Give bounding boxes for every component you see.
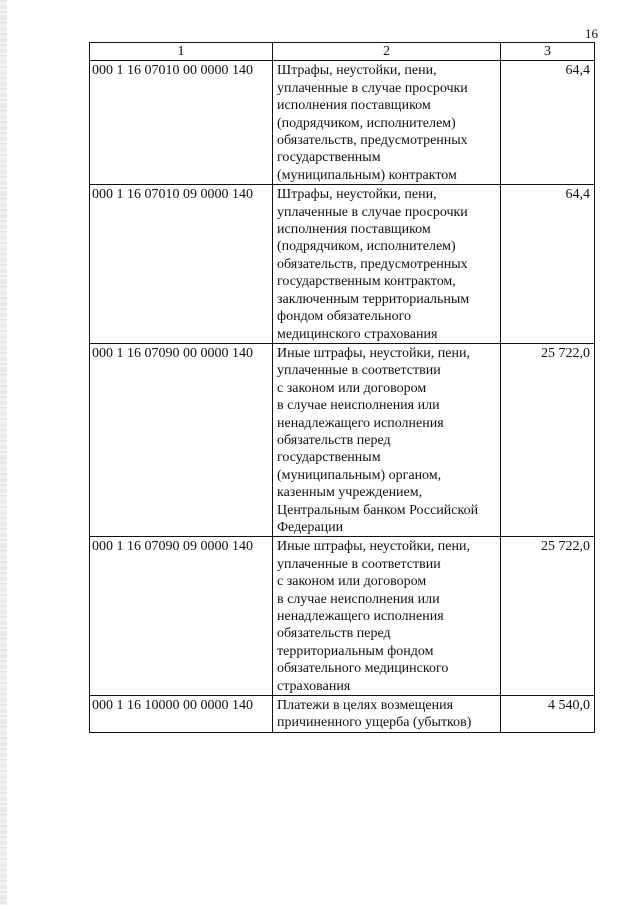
description-line: обязательного медицинского xyxy=(277,661,449,677)
description-line: в случае неисполнения или xyxy=(277,591,440,607)
amount-cell: 25 722,0 xyxy=(501,343,595,536)
description-cell xyxy=(273,537,501,696)
amount-cell: 4 540,0 xyxy=(501,696,595,733)
table-row xyxy=(90,61,595,185)
table-row xyxy=(90,343,595,536)
description-line: с законом или договором xyxy=(277,380,427,396)
description-cell xyxy=(273,696,501,733)
budget-code-cell: 000 1 16 10000 00 0000 140 xyxy=(90,696,273,733)
budget-code-cell: 000 1 16 07010 00 0000 140 xyxy=(90,61,273,185)
column-header-amount: 3 xyxy=(501,43,595,61)
budget-code-cell: 000 1 16 07090 00 0000 140 xyxy=(90,343,273,536)
description-cell xyxy=(273,343,501,536)
page-number: 16 xyxy=(585,26,598,41)
description-line: Центральным банком Российской xyxy=(277,502,479,518)
description-line: казенным учреждением, xyxy=(277,485,423,501)
description-line: Иные штрафы, неустойки, пени, xyxy=(277,539,470,555)
description-line: Штрафы, неустойки, пени, xyxy=(277,63,437,79)
description-line: (муниципальным) органом, xyxy=(277,467,442,483)
description-line: (муниципальным) контрактом xyxy=(277,167,457,183)
description-cell xyxy=(273,185,501,344)
description-line: с законом или договором xyxy=(277,574,427,590)
description-line: медицинского страхования xyxy=(277,326,438,342)
description-line: причиненного ущерба (убытков) xyxy=(277,715,472,731)
table-row xyxy=(90,696,595,733)
description-line: обязательств перед xyxy=(277,626,391,642)
column-header-description: 2 xyxy=(273,43,501,61)
table-row xyxy=(90,537,595,696)
description-line: уплаченные в соответствии xyxy=(277,556,441,572)
amount-cell: 25 722,0 xyxy=(501,537,595,696)
description-line: фондом обязательного xyxy=(277,309,411,325)
budget-code-cell: 000 1 16 07010 09 0000 140 xyxy=(90,185,273,344)
description-line: (подрядчиком, исполнителем) xyxy=(277,239,456,255)
budget-code-cell: 000 1 16 07090 09 0000 140 xyxy=(90,537,273,696)
description-line: территориальным фондом xyxy=(277,643,434,659)
description-line: государственным xyxy=(277,150,381,166)
revenue-table xyxy=(89,42,595,733)
description-line: обязательств перед xyxy=(277,432,391,448)
description-line: страхования xyxy=(277,678,351,694)
description-line: Федерации xyxy=(277,519,344,535)
description-line: заключенным территориальным xyxy=(277,291,470,307)
description-line: в случае неисполнения или xyxy=(277,398,440,414)
description-line: ненадлежащего исполнения xyxy=(277,415,444,431)
description-line: государственным xyxy=(277,450,381,466)
description-line: уплаченные в случае просрочки xyxy=(277,80,468,96)
amount-cell: 64,4 xyxy=(501,185,595,344)
column-header-code: 1 xyxy=(90,43,273,61)
description-line: Платежи в целях возмещения xyxy=(277,698,454,714)
table-header-row xyxy=(90,43,595,61)
description-line: исполнения поставщиком xyxy=(277,98,431,114)
description-cell xyxy=(273,61,501,185)
description-line: исполнения поставщиком xyxy=(277,222,431,238)
description-line: ненадлежащего исполнения xyxy=(277,609,444,624)
scan-edge-artifact xyxy=(0,0,7,905)
description-line: обязательств, предусмотренных xyxy=(277,256,468,272)
description-line: обязательств, предусмотренных xyxy=(277,133,468,149)
description-line: государственным контрактом, xyxy=(277,274,456,290)
table-row xyxy=(90,185,595,344)
description-line: уплаченные в случае просрочки xyxy=(277,204,468,220)
description-line: Иные штрафы, неустойки, пени, xyxy=(277,345,470,361)
description-line: Штрафы, неустойки, пени, xyxy=(277,187,437,203)
description-line: (подрядчиком, исполнителем) xyxy=(277,115,456,131)
description-line: уплаченные в соответствии xyxy=(277,363,441,379)
amount-cell: 64,4 xyxy=(501,61,595,185)
